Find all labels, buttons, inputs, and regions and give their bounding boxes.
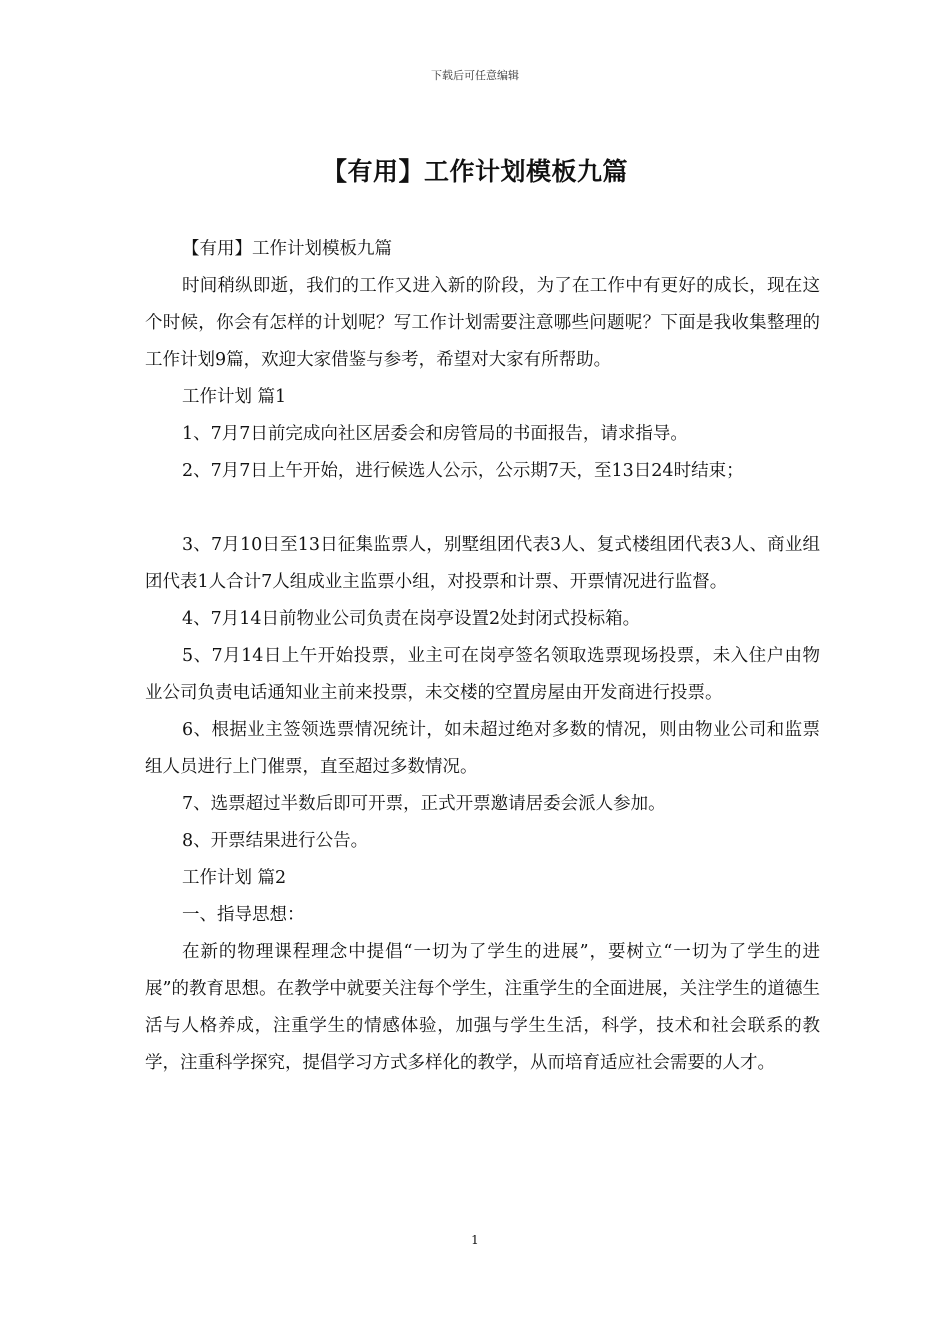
page-number: 1: [471, 1233, 479, 1247]
subsection-heading: 一、指导思想：: [182, 905, 305, 925]
paragraph-intro: 时间稍纵即逝，我们的工作又进入新的阶段，为了在工作中有更好的成长，现在这个时候，你会有怎样的计划呢？写工作计划需要注意哪些问题呢？下面是我收集整理的工作计划9篇，欢迎大家借鉴与参考，希望对大家有所帮助。: [145, 276, 820, 370]
list-item: 3、7月10日至13日征集监票人，别墅组团代表3人、复式楼组团代表3人、商业组团代表1人合计7人组成业主监票小组，对投票和计票、开票情况进行监督。: [145, 535, 820, 592]
list-item: 4、7月14日前物业公司负责在岗亭设置2处封闭式投标箱。: [182, 609, 641, 629]
section-heading-plan-1: 工作计划 篇1: [182, 387, 287, 407]
document-title: 【有用】工作计划模板九篇: [321, 157, 628, 186]
paragraph-subtitle: 【有用】工作计划模板九篇: [182, 239, 392, 259]
list-item: 7、选票超过半数后即可开票，正式开票邀请居委会派人参加。: [182, 794, 666, 814]
document-body: [145, 231, 820, 1082]
paragraph-guiding-thought: 在新的物理课程理念中提倡“一切为了学生的进展”，要树立“一切为了学生的进展”的教育思想。在教学中就要关注每个学生，注重学生的全面进展，关注学生的道德生活与人格养成，注重学生的情感体验，加强与学生生活，科学，技术和社会联系的教学，注重科学探究，提倡学习方式多样化的教学，从而培育适应社会需要的人才。: [145, 942, 820, 1073]
section-heading-plan-2: 工作计划 篇2: [182, 868, 287, 888]
list-item: 2、7月7日上午开始，进行候选人公示，公示期7天，至13日24时结束；: [182, 461, 744, 481]
header-note: 下载后可任意编辑: [431, 69, 519, 82]
list-item: 6、根据业主签领选票情况统计，如未超过绝对多数的情况，则由物业公司和监票组人员进行上门催票，直至超过多数情况。: [145, 720, 820, 777]
list-item: 1、7月7日前完成向社区居委会和房管局的书面报告，请求指导。: [182, 424, 688, 444]
list-item: 5、7月14日上午开始投票，业主可在岗亭签名领取选票现场投票，未入住户由物业公司负责电话通知业主前来投票，未交楼的空置房屋由开发商进行投票。: [145, 646, 820, 703]
list-item: 8、开票结果进行公告。: [182, 831, 369, 851]
